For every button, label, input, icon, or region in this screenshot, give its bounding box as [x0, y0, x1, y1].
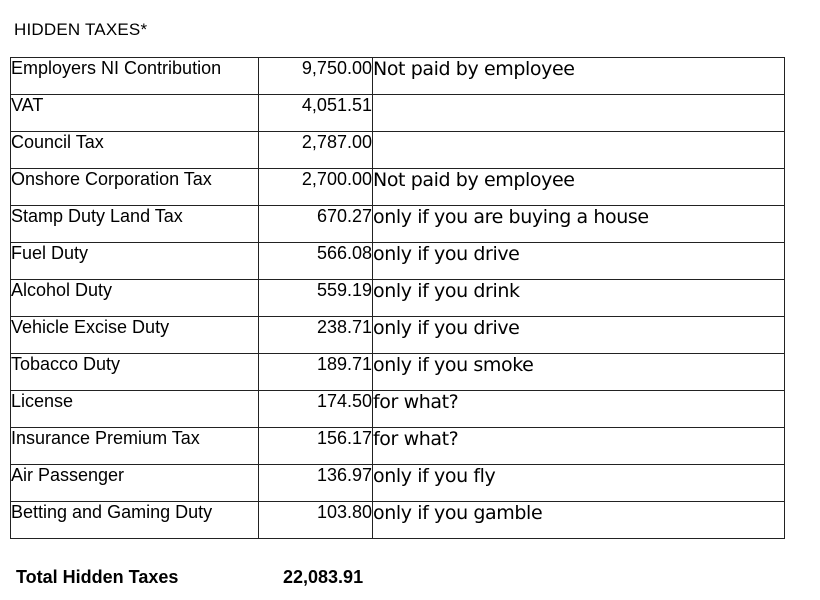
tax-amount-cell: 189.71 [259, 354, 373, 391]
table-row [11, 58, 785, 95]
tax-note-cell: only if you are buying a house [373, 206, 785, 243]
tax-name-cell: Council Tax [11, 132, 259, 169]
tax-note-cell: Not paid by employee [373, 58, 785, 95]
page-title: HIDDEN TAXES* [14, 20, 148, 39]
tax-name-cell: License [11, 391, 259, 428]
tax-amount-cell: 9,750.00 [259, 58, 373, 95]
tax-note-cell: only if you smoke [373, 354, 785, 391]
tax-amount-cell: 103.80 [259, 502, 373, 539]
tax-note-cell: for what? [373, 391, 785, 428]
table-row [11, 206, 785, 243]
table-row [11, 169, 785, 206]
tax-amount-cell: 559.19 [259, 280, 373, 317]
tax-amount-cell: 4,051.51 [259, 95, 373, 132]
tax-note-cell: only if you fly [373, 465, 785, 502]
tax-amount-cell: 2,700.00 [259, 169, 373, 206]
tax-name-cell: Tobacco Duty [11, 354, 259, 391]
table-row [11, 465, 785, 502]
tax-note-cell [373, 95, 785, 132]
tax-amount-cell: 136.97 [259, 465, 373, 502]
tax-amount-cell: 174.50 [259, 391, 373, 428]
tax-note-cell: Not paid by employee [373, 169, 785, 206]
tax-amount-cell: 670.27 [259, 206, 373, 243]
tax-note-cell: only if you gamble [373, 502, 785, 539]
tax-note-cell: for what? [373, 428, 785, 465]
tax-name-cell: VAT [11, 95, 259, 132]
tax-note-cell: only if you drive [373, 317, 785, 354]
table-row [11, 428, 785, 465]
table-row [11, 95, 785, 132]
total-amount: 22,083.91 [283, 567, 364, 587]
tax-amount-cell: 156.17 [259, 428, 373, 465]
table-row [11, 354, 785, 391]
table-row [11, 243, 785, 280]
table-row [11, 391, 785, 428]
tax-name-cell: Stamp Duty Land Tax [11, 206, 259, 243]
tax-name-cell: Onshore Corporation Tax [11, 169, 259, 206]
tax-amount-cell: 566.08 [259, 243, 373, 280]
table-row [11, 502, 785, 539]
tax-name-cell: Fuel Duty [11, 243, 259, 280]
tax-note-cell: only if you drive [373, 243, 785, 280]
tax-name-cell: Air Passenger [11, 465, 259, 502]
tax-name-cell: Employers NI Contribution [11, 58, 259, 95]
tax-note-cell [373, 132, 785, 169]
tax-note-cell: only if you drink [373, 280, 785, 317]
tax-name-cell: Vehicle Excise Duty [11, 317, 259, 354]
tax-amount-cell: 238.71 [259, 317, 373, 354]
table-row [11, 280, 785, 317]
tax-name-cell: Betting and Gaming Duty [11, 502, 259, 539]
tax-name-cell: Insurance Premium Tax [11, 428, 259, 465]
tax-amount-cell: 2,787.00 [259, 132, 373, 169]
hidden-taxes-table [10, 57, 785, 539]
tax-name-cell: Alcohol Duty [11, 280, 259, 317]
total-label: Total Hidden Taxes [16, 567, 179, 587]
table-row [11, 132, 785, 169]
table-row [11, 317, 785, 354]
